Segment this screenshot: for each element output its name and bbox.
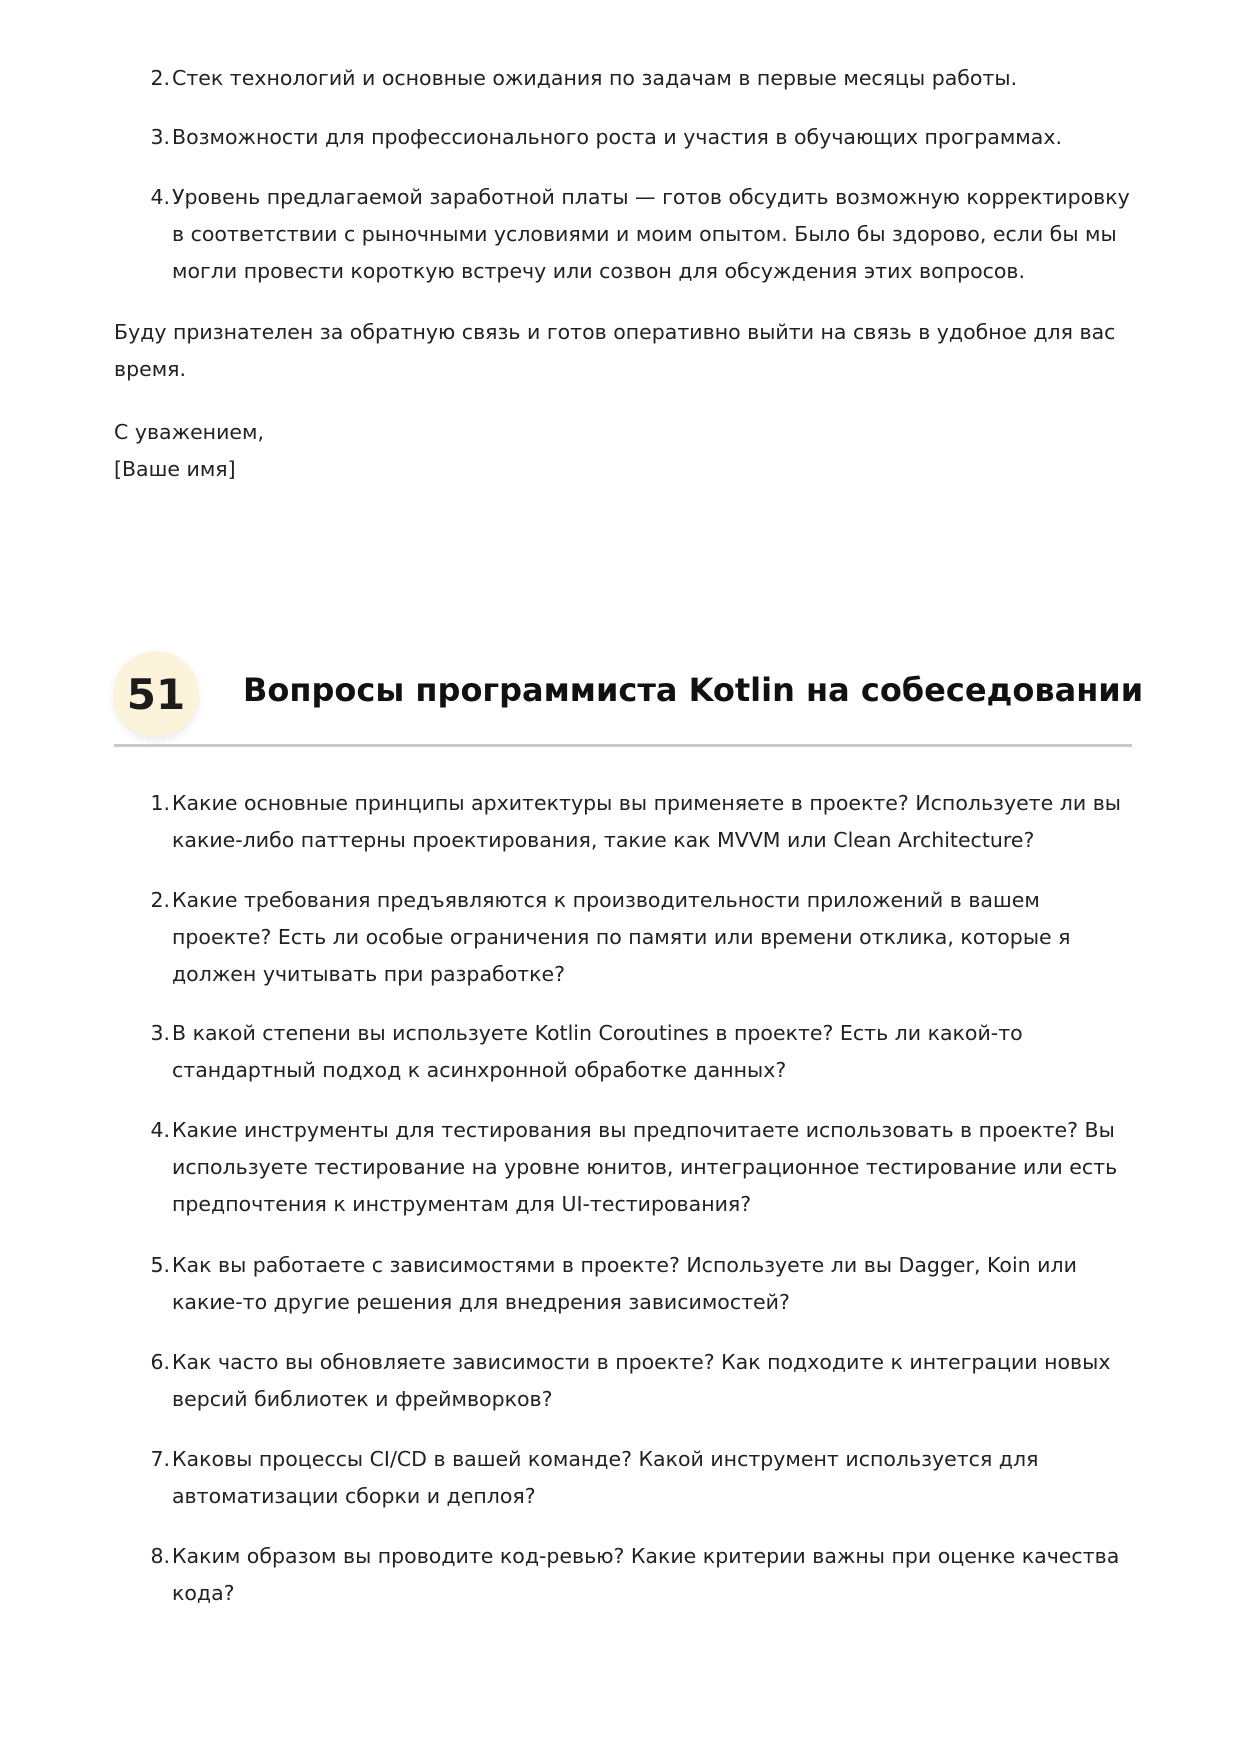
signature-greeting: С уважением,	[114, 420, 265, 444]
question-text: Каковы процессы CI/CD в вашей команде? Какой инструмент используется для автоматизации сборки и деплоя?	[172, 1447, 1039, 1508]
question-number: 6.	[150, 1350, 170, 1374]
list-item-number: 3.	[150, 125, 170, 149]
question-text: Как часто вы обновляете зависимости в проекте? Как подходите к интеграции новых версий библиотек и фреймворков?	[172, 1350, 1111, 1411]
closing-paragraph: Буду признателен за обратную связь и готов оперативно выйти на связь в удобное для вас время.	[114, 320, 1116, 381]
section-number-badge: 51	[113, 651, 199, 737]
question-item	[148, 1344, 1133, 1418]
question-text: Какие требования предъявляются к производительности приложений в вашем проекте? Есть ли особые ограничения по памяти или времени отклика, которые я должен учитывать при разработке?	[172, 888, 1071, 986]
question-text: Какие основные принципы архитектуры вы применяете в проекте? Используете ли вы какие-либо паттерны проектирования, такие как MVVM или Clean Architecture?	[172, 791, 1121, 852]
question-text: Каким образом вы проводите код-ревью? Какие критерии важны при оценке качества кода?	[172, 1544, 1120, 1605]
question-number: 5.	[150, 1253, 170, 1277]
list-item-text: Стек технологий и основные ожидания по задачам в первые месяцы работы.	[172, 66, 1018, 90]
list-item	[148, 179, 1133, 290]
question-number: 2.	[150, 888, 170, 912]
list-item-number: 4.	[150, 185, 170, 209]
section-title: Вопросы программиста Kotlin на собеседовании	[243, 671, 1144, 709]
question-item	[148, 785, 1133, 859]
question-text: Какие инструменты для тестирования вы предпочитаете использовать в проекте? Вы используете тестирование на уровне юнитов, интеграционное тестирование или есть предпочтения к инструментам для UI-тестирования?	[172, 1118, 1118, 1216]
signature-name: [Ваше имя]	[114, 457, 236, 481]
question-number: 8.	[150, 1544, 170, 1568]
question-text: В какой степени вы используете Kotlin Coroutines в проекте? Есть ли какой-то стандартный подход к асинхронной обработке данных?	[172, 1021, 1023, 1082]
question-number: 1.	[150, 791, 170, 815]
question-item	[148, 1112, 1133, 1223]
question-item	[148, 882, 1133, 993]
question-item	[148, 1247, 1133, 1321]
list-item-text: Уровень предлагаемой заработной платы — готов обсудить возможную корректировку в соответствии с рыночными условиями и моим опытом. Было бы здорово, если бы мы могли провести короткую встречу или созвон для обсуждения этих вопросов.	[172, 185, 1130, 283]
question-item	[148, 1538, 1133, 1612]
list-item-number: 2.	[150, 66, 170, 90]
list-item	[148, 60, 1133, 97]
question-text: Как вы работаете с зависимостями в проекте? Используете ли вы Dagger, Koin или какие-то другие решения для внедрения зависимостей?	[172, 1253, 1077, 1314]
question-number: 7.	[150, 1447, 170, 1471]
section-divider	[114, 744, 1132, 747]
question-number: 3.	[150, 1021, 170, 1045]
list-item	[148, 119, 1133, 156]
question-number: 4.	[150, 1118, 170, 1142]
question-item	[148, 1441, 1133, 1515]
list-item-text: Возможности для профессионального роста и участия в обучающих программах.	[172, 125, 1062, 149]
question-item	[148, 1015, 1133, 1089]
